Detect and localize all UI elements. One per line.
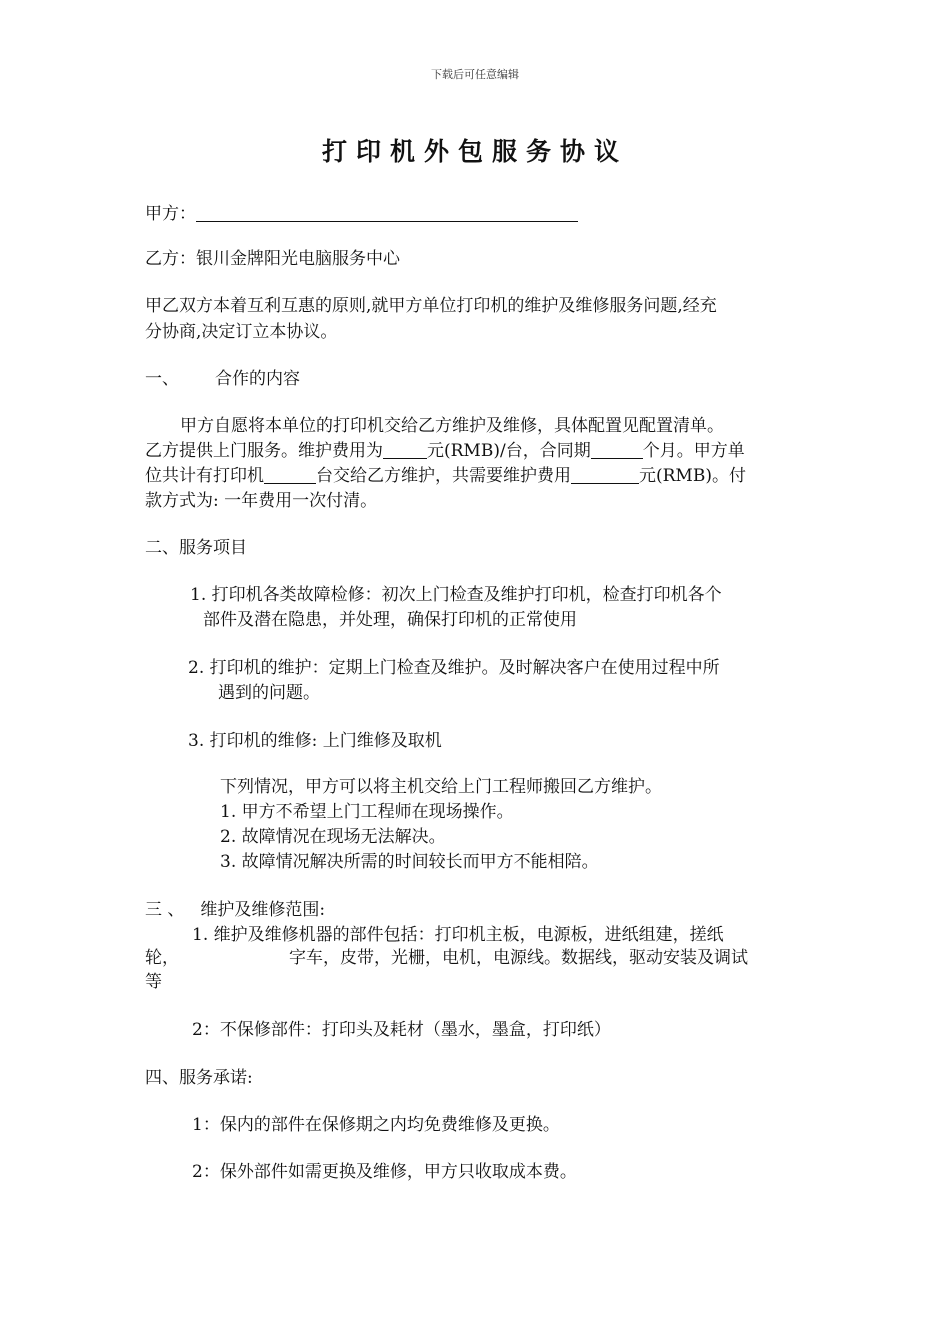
header-note: 下载后可任意编辑 — [431, 68, 519, 81]
party-a-label: 甲方： — [145, 204, 196, 224]
intro-line-1: 甲乙双方本着互利互惠的原则,就甲方单位打印机的维护及维修服务问题,经充 — [145, 296, 717, 316]
section-2-case-3: 3. 故障情况解决所需的时间较长而甲方不能相陪。 — [220, 852, 599, 872]
document-title: 打印机外包服务协议 — [321, 137, 628, 166]
section-2-case-2: 2. 故障情况在现场无法解决。 — [220, 827, 446, 847]
section-1-line-1: 甲方自愿将本单位的打印机交给乙方维护及维修，具体配置见配置清单。 — [180, 416, 724, 436]
section-3-item-1-line-1: 1. 维护及维修机器的部件包括：打印机主板，电源板，进纸组建，搓纸 — [192, 925, 724, 945]
section-1-line-3 — [145, 464, 746, 488]
section-3-item-1-line-2b: 字车，皮带，光栅，电机，电源线。数据线，驱动安装及调试 — [289, 948, 748, 968]
section-1-line-2-text-b: 元(RMB)/台，合同期 — [427, 441, 591, 461]
section-2-heading: 二、服务项目 — [145, 538, 247, 558]
section-1-line-3-text-c: 元(RMB)。付 — [639, 466, 746, 486]
total-fee-blank[interactable] — [571, 465, 639, 484]
section-3-heading — [145, 898, 325, 922]
section-4-heading: 四、服务承诺: — [145, 1068, 253, 1088]
section-2-item-3: 3. 打印机的维修: 上门维修及取机 — [188, 731, 442, 751]
party-a-line — [145, 202, 578, 226]
section-1-line-4: 款方式为: 一年费用一次付清。 — [145, 491, 378, 511]
section-2-item-1-line-2: 部件及潜在隐患，并处理，确保打印机的正常使用 — [203, 610, 577, 630]
section-2-note: 下列情况，甲方可以将主机交给上门工程师搬回乙方维护。 — [220, 777, 662, 797]
section-3-number: 三 、 — [145, 900, 185, 920]
section-4-item-2: 2：保外部件如需更换及维修，甲方只收取成本费。 — [192, 1162, 577, 1182]
fee-per-unit-blank[interactable] — [383, 440, 427, 459]
party-a-blank[interactable] — [196, 203, 578, 222]
section-2-item-1-line-1: 1. 打印机各类故障检修：初次上门检查及维护打印机，检查打印机各个 — [190, 585, 722, 605]
section-1-line-2-text-a: 乙方提供上门服务。维护费用为 — [145, 441, 383, 461]
section-4-item-1: 1：保内的部件在保修期之内均免费维修及更换。 — [192, 1115, 560, 1135]
intro-line-2: 分协商,决定订立本协议。 — [145, 322, 338, 342]
section-1-heading — [145, 367, 300, 391]
section-3-item-2: 2：不保修部件：打印头及耗材（墨水，墨盒，打印纸） — [192, 1020, 611, 1040]
section-1-title: 合作的内容 — [215, 369, 300, 389]
section-3-item-1-line-2a: 轮， — [145, 948, 179, 968]
section-1-line-2 — [145, 439, 745, 463]
party-b-line: 乙方：银川金牌阳光电脑服务中心 — [145, 249, 400, 269]
section-1-line-3-text-b: 台交给乙方维护，共需要维护费用 — [316, 466, 571, 486]
section-1-line-2-text-c: 个月。甲方单 — [642, 441, 745, 461]
section-3-title: 维护及维修范围: — [200, 900, 326, 920]
printer-count-blank[interactable] — [264, 465, 316, 484]
section-2-item-2-line-2: 遇到的问题。 — [218, 683, 320, 703]
section-2-case-1: 1. 甲方不希望上门工程师在现场操作。 — [220, 802, 514, 822]
contract-months-blank[interactable] — [591, 440, 643, 459]
section-1-number: 一、 — [145, 369, 179, 389]
section-2-item-2-line-1: 2. 打印机的维护：定期上门检查及维护。及时解决客户在使用过程中所 — [188, 658, 720, 678]
section-3-item-1-line-3: 等 — [145, 972, 162, 992]
section-1-line-3-text-a: 位共计有打印机 — [145, 466, 264, 486]
